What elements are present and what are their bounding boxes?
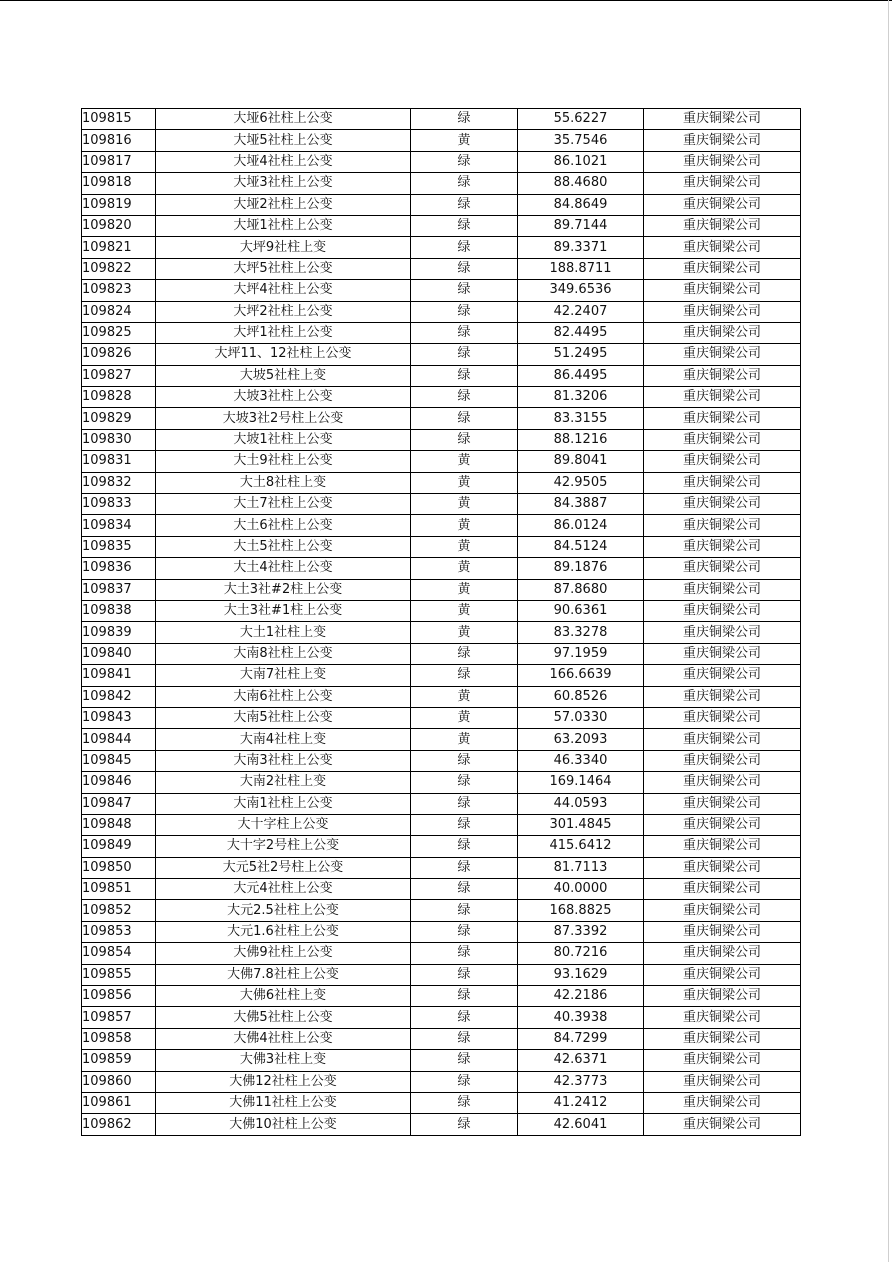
table-row	[82, 494, 801, 515]
table-row	[82, 258, 801, 279]
table-body	[82, 109, 801, 1136]
company-cell: 重庆铜梁公司	[644, 494, 801, 515]
table-row	[82, 986, 801, 1007]
transformer-name-cell: 大垭4社柱上公变	[156, 151, 411, 172]
value-cell: 89.1876	[518, 558, 644, 579]
transformer-name-cell: 大坪2社柱上公变	[156, 301, 411, 322]
table-row	[82, 280, 801, 301]
status-color-cell: 绿	[411, 429, 518, 450]
table-row	[82, 729, 801, 750]
row-id-cell: 109823	[82, 280, 156, 301]
company-cell: 重庆铜梁公司	[644, 194, 801, 215]
transformer-name-cell: 大土8社柱上变	[156, 472, 411, 493]
table-row	[82, 900, 801, 921]
transformer-name-cell: 大佛9社柱上公变	[156, 943, 411, 964]
row-id-cell: 109859	[82, 1050, 156, 1071]
status-color-cell: 绿	[411, 750, 518, 771]
row-id-cell: 109840	[82, 643, 156, 664]
transformer-name-cell: 大元4社柱上公变	[156, 879, 411, 900]
status-color-cell: 黄	[411, 600, 518, 621]
company-cell: 重庆铜梁公司	[644, 301, 801, 322]
row-id-cell: 109846	[82, 772, 156, 793]
company-cell: 重庆铜梁公司	[644, 579, 801, 600]
transformer-name-cell: 大南3社柱上公变	[156, 750, 411, 771]
status-color-cell: 黄	[411, 130, 518, 151]
row-id-cell: 109842	[82, 686, 156, 707]
row-id-cell: 109857	[82, 1007, 156, 1028]
transformer-name-cell: 大坡3社柱上公变	[156, 387, 411, 408]
status-color-cell: 绿	[411, 322, 518, 343]
value-cell: 40.3938	[518, 1007, 644, 1028]
company-cell: 重庆铜梁公司	[644, 109, 801, 130]
status-color-cell: 绿	[411, 772, 518, 793]
status-color-cell: 绿	[411, 1114, 518, 1135]
row-id-cell: 109841	[82, 665, 156, 686]
row-id-cell: 109838	[82, 600, 156, 621]
table-row	[82, 408, 801, 429]
value-cell: 86.4495	[518, 365, 644, 386]
transformer-name-cell: 大垭2社柱上公变	[156, 194, 411, 215]
table-row	[82, 1114, 801, 1135]
transformer-name-cell: 大佛10社柱上公变	[156, 1114, 411, 1135]
table-row	[82, 558, 801, 579]
status-color-cell: 绿	[411, 986, 518, 1007]
row-id-cell: 109833	[82, 494, 156, 515]
row-id-cell: 109844	[82, 729, 156, 750]
row-id-cell: 109818	[82, 173, 156, 194]
company-cell: 重庆铜梁公司	[644, 836, 801, 857]
value-cell: 57.0330	[518, 707, 644, 728]
company-cell: 重庆铜梁公司	[644, 986, 801, 1007]
row-id-cell: 109821	[82, 237, 156, 258]
transformer-name-cell: 大十字柱上公变	[156, 814, 411, 835]
row-id-cell: 109848	[82, 814, 156, 835]
row-id-cell: 109843	[82, 707, 156, 728]
company-cell: 重庆铜梁公司	[644, 472, 801, 493]
table-row	[82, 814, 801, 835]
table-row	[82, 1071, 801, 1092]
status-color-cell: 绿	[411, 151, 518, 172]
status-color-cell: 绿	[411, 921, 518, 942]
value-cell: 40.0000	[518, 879, 644, 900]
table-row	[82, 365, 801, 386]
table-row	[82, 1050, 801, 1071]
transformer-name-cell: 大土3社#2柱上公变	[156, 579, 411, 600]
value-cell: 90.6361	[518, 600, 644, 621]
table-row	[82, 173, 801, 194]
row-id-cell: 109828	[82, 387, 156, 408]
status-color-cell: 绿	[411, 1028, 518, 1049]
table-row	[82, 322, 801, 343]
status-color-cell: 绿	[411, 665, 518, 686]
row-id-cell: 109835	[82, 536, 156, 557]
row-id-cell: 109820	[82, 215, 156, 236]
status-color-cell: 绿	[411, 836, 518, 857]
value-cell: 46.3340	[518, 750, 644, 771]
company-cell: 重庆铜梁公司	[644, 258, 801, 279]
company-cell: 重庆铜梁公司	[644, 943, 801, 964]
value-cell: 89.3371	[518, 237, 644, 258]
status-color-cell: 黄	[411, 622, 518, 643]
row-id-cell: 109852	[82, 900, 156, 921]
transformer-name-cell: 大垭5社柱上公变	[156, 130, 411, 151]
status-color-cell: 绿	[411, 1007, 518, 1028]
company-cell: 重庆铜梁公司	[644, 921, 801, 942]
status-color-cell: 绿	[411, 408, 518, 429]
transformer-name-cell: 大坪11、12社柱上公变	[156, 344, 411, 365]
table-row	[82, 921, 801, 942]
row-id-cell: 109819	[82, 194, 156, 215]
value-cell: 86.1021	[518, 151, 644, 172]
value-cell: 42.2186	[518, 986, 644, 1007]
value-cell: 168.8825	[518, 900, 644, 921]
transformer-name-cell: 大坪1社柱上公变	[156, 322, 411, 343]
value-cell: 415.6412	[518, 836, 644, 857]
company-cell: 重庆铜梁公司	[644, 1071, 801, 1092]
row-id-cell: 109826	[82, 344, 156, 365]
company-cell: 重庆铜梁公司	[644, 600, 801, 621]
transformer-name-cell: 大土4社柱上公变	[156, 558, 411, 579]
table-row	[82, 472, 801, 493]
company-cell: 重庆铜梁公司	[644, 515, 801, 536]
row-id-cell: 109862	[82, 1114, 156, 1135]
row-id-cell: 109827	[82, 365, 156, 386]
transformer-name-cell: 大土5社柱上公变	[156, 536, 411, 557]
row-id-cell: 109861	[82, 1092, 156, 1113]
table-row	[82, 772, 801, 793]
value-cell: 42.6371	[518, 1050, 644, 1071]
company-cell: 重庆铜梁公司	[644, 793, 801, 814]
company-cell: 重庆铜梁公司	[644, 451, 801, 472]
transformer-name-cell: 大元1.6社柱上公变	[156, 921, 411, 942]
value-cell: 87.3392	[518, 921, 644, 942]
value-cell: 82.4495	[518, 322, 644, 343]
table-row	[82, 793, 801, 814]
status-color-cell: 绿	[411, 643, 518, 664]
status-color-cell: 绿	[411, 900, 518, 921]
table-row	[82, 429, 801, 450]
value-cell: 41.2412	[518, 1092, 644, 1113]
transformer-name-cell: 大垭1社柱上公变	[156, 215, 411, 236]
value-cell: 84.3887	[518, 494, 644, 515]
company-cell: 重庆铜梁公司	[644, 1028, 801, 1049]
row-id-cell: 109837	[82, 579, 156, 600]
status-color-cell: 黄	[411, 558, 518, 579]
status-color-cell: 绿	[411, 1071, 518, 1092]
transformer-name-cell: 大南6社柱上公变	[156, 686, 411, 707]
status-color-cell: 绿	[411, 280, 518, 301]
value-cell: 35.7546	[518, 130, 644, 151]
value-cell: 84.8649	[518, 194, 644, 215]
status-color-cell: 绿	[411, 237, 518, 258]
value-cell: 44.0593	[518, 793, 644, 814]
row-id-cell: 109825	[82, 322, 156, 343]
table-row	[82, 344, 801, 365]
table-row	[82, 387, 801, 408]
table-row	[82, 194, 801, 215]
status-color-cell: 黄	[411, 686, 518, 707]
row-id-cell: 109860	[82, 1071, 156, 1092]
status-color-cell: 绿	[411, 943, 518, 964]
table-row	[82, 579, 801, 600]
table-row	[82, 1007, 801, 1028]
company-cell: 重庆铜梁公司	[644, 1007, 801, 1028]
status-color-cell: 绿	[411, 365, 518, 386]
table-row	[82, 301, 801, 322]
status-color-cell: 绿	[411, 814, 518, 835]
status-color-cell: 黄	[411, 472, 518, 493]
company-cell: 重庆铜梁公司	[644, 536, 801, 557]
company-cell: 重庆铜梁公司	[644, 387, 801, 408]
row-id-cell: 109834	[82, 515, 156, 536]
value-cell: 55.6227	[518, 109, 644, 130]
table-row	[82, 622, 801, 643]
status-color-cell: 绿	[411, 387, 518, 408]
status-color-cell: 绿	[411, 879, 518, 900]
table-row	[82, 515, 801, 536]
company-cell: 重庆铜梁公司	[644, 707, 801, 728]
status-color-cell: 绿	[411, 258, 518, 279]
transformer-name-cell: 大佛11社柱上公变	[156, 1092, 411, 1113]
value-cell: 83.3155	[518, 408, 644, 429]
table-row	[82, 451, 801, 472]
company-cell: 重庆铜梁公司	[644, 344, 801, 365]
status-color-cell: 黄	[411, 451, 518, 472]
transformer-name-cell: 大十字2号柱上公变	[156, 836, 411, 857]
value-cell: 42.2407	[518, 301, 644, 322]
value-cell: 93.1629	[518, 964, 644, 985]
row-id-cell: 109831	[82, 451, 156, 472]
company-cell: 重庆铜梁公司	[644, 686, 801, 707]
row-id-cell: 109849	[82, 836, 156, 857]
company-cell: 重庆铜梁公司	[644, 173, 801, 194]
transformer-name-cell: 大佛3社柱上变	[156, 1050, 411, 1071]
transformer-name-cell: 大南4社柱上变	[156, 729, 411, 750]
table-row	[82, 536, 801, 557]
row-id-cell: 109836	[82, 558, 156, 579]
value-cell: 81.3206	[518, 387, 644, 408]
table-row	[82, 643, 801, 664]
table-row	[82, 879, 801, 900]
row-id-cell: 109853	[82, 921, 156, 942]
table-row	[82, 665, 801, 686]
row-id-cell: 109858	[82, 1028, 156, 1049]
company-cell: 重庆铜梁公司	[644, 1050, 801, 1071]
value-cell: 81.7113	[518, 857, 644, 878]
company-cell: 重庆铜梁公司	[644, 1092, 801, 1113]
transformer-name-cell: 大元2.5社柱上公变	[156, 900, 411, 921]
row-id-cell: 109817	[82, 151, 156, 172]
value-cell: 87.8680	[518, 579, 644, 600]
status-color-cell: 绿	[411, 964, 518, 985]
value-cell: 188.8711	[518, 258, 644, 279]
row-id-cell: 109855	[82, 964, 156, 985]
table-row	[82, 151, 801, 172]
table-row	[82, 943, 801, 964]
table-row	[82, 836, 801, 857]
transformer-name-cell: 大土9社柱上公变	[156, 451, 411, 472]
row-id-cell: 109856	[82, 986, 156, 1007]
value-cell: 42.6041	[518, 1114, 644, 1135]
row-id-cell: 109829	[82, 408, 156, 429]
value-cell: 169.1464	[518, 772, 644, 793]
table-row	[82, 964, 801, 985]
transformer-name-cell: 大佛4社柱上公变	[156, 1028, 411, 1049]
transformer-name-cell: 大坪9社柱上变	[156, 237, 411, 258]
table-row	[82, 130, 801, 151]
transformer-name-cell: 大垭6社柱上公变	[156, 109, 411, 130]
row-id-cell: 109824	[82, 301, 156, 322]
transformer-name-cell: 大南7社柱上变	[156, 665, 411, 686]
transformer-name-cell: 大土6社柱上公变	[156, 515, 411, 536]
status-color-cell: 绿	[411, 793, 518, 814]
transformer-name-cell: 大坪5社柱上公变	[156, 258, 411, 279]
status-color-cell: 黄	[411, 729, 518, 750]
value-cell: 349.6536	[518, 280, 644, 301]
table-row	[82, 686, 801, 707]
page-top-border	[0, 0, 892, 1]
company-cell: 重庆铜梁公司	[644, 750, 801, 771]
status-color-cell: 黄	[411, 515, 518, 536]
table-row	[82, 707, 801, 728]
value-cell: 51.2495	[518, 344, 644, 365]
status-color-cell: 绿	[411, 1092, 518, 1113]
table-row	[82, 237, 801, 258]
table-row	[82, 857, 801, 878]
company-cell: 重庆铜梁公司	[644, 280, 801, 301]
table-row	[82, 750, 801, 771]
row-id-cell: 109850	[82, 857, 156, 878]
row-id-cell: 109832	[82, 472, 156, 493]
transformer-name-cell: 大南2社柱上变	[156, 772, 411, 793]
transformer-table	[81, 108, 801, 1136]
transformer-name-cell: 大南8社柱上公变	[156, 643, 411, 664]
value-cell: 89.8041	[518, 451, 644, 472]
company-cell: 重庆铜梁公司	[644, 429, 801, 450]
value-cell: 88.1216	[518, 429, 644, 450]
transformer-name-cell: 大土1社柱上变	[156, 622, 411, 643]
company-cell: 重庆铜梁公司	[644, 857, 801, 878]
status-color-cell: 绿	[411, 301, 518, 322]
status-color-cell: 黄	[411, 494, 518, 515]
status-color-cell: 绿	[411, 109, 518, 130]
table-row	[82, 109, 801, 130]
row-id-cell: 109847	[82, 793, 156, 814]
value-cell: 97.1959	[518, 643, 644, 664]
status-color-cell: 黄	[411, 707, 518, 728]
transformer-name-cell: 大坡3社2号柱上公变	[156, 408, 411, 429]
transformer-name-cell: 大南5社柱上公变	[156, 707, 411, 728]
value-cell: 42.9505	[518, 472, 644, 493]
company-cell: 重庆铜梁公司	[644, 408, 801, 429]
transformer-name-cell: 大佛12社柱上公变	[156, 1071, 411, 1092]
value-cell: 86.0124	[518, 515, 644, 536]
transformer-name-cell: 大元5社2号柱上公变	[156, 857, 411, 878]
transformer-name-cell: 大垭3社柱上公变	[156, 173, 411, 194]
transformer-name-cell: 大佛5社柱上公变	[156, 1007, 411, 1028]
transformer-name-cell: 大土7社柱上公变	[156, 494, 411, 515]
value-cell: 60.8526	[518, 686, 644, 707]
status-color-cell: 绿	[411, 173, 518, 194]
table-row	[82, 1092, 801, 1113]
page-right-edge	[888, 0, 889, 1262]
company-cell: 重庆铜梁公司	[644, 665, 801, 686]
transformer-name-cell: 大佛6社柱上变	[156, 986, 411, 1007]
transformer-name-cell: 大坪4社柱上公变	[156, 280, 411, 301]
company-cell: 重庆铜梁公司	[644, 643, 801, 664]
company-cell: 重庆铜梁公司	[644, 151, 801, 172]
transformer-name-cell: 大坡5社柱上变	[156, 365, 411, 386]
company-cell: 重庆铜梁公司	[644, 322, 801, 343]
company-cell: 重庆铜梁公司	[644, 814, 801, 835]
value-cell: 84.5124	[518, 536, 644, 557]
row-id-cell: 109822	[82, 258, 156, 279]
status-color-cell: 黄	[411, 536, 518, 557]
value-cell: 301.4845	[518, 814, 644, 835]
value-cell: 80.7216	[518, 943, 644, 964]
row-id-cell: 109815	[82, 109, 156, 130]
value-cell: 89.7144	[518, 215, 644, 236]
status-color-cell: 绿	[411, 344, 518, 365]
company-cell: 重庆铜梁公司	[644, 964, 801, 985]
row-id-cell: 109851	[82, 879, 156, 900]
company-cell: 重庆铜梁公司	[644, 237, 801, 258]
row-id-cell: 109839	[82, 622, 156, 643]
transformer-name-cell: 大坡1社柱上公变	[156, 429, 411, 450]
row-id-cell: 109854	[82, 943, 156, 964]
company-cell: 重庆铜梁公司	[644, 1114, 801, 1135]
company-cell: 重庆铜梁公司	[644, 900, 801, 921]
transformer-name-cell: 大土3社#1柱上公变	[156, 600, 411, 621]
transformer-name-cell: 大佛7.8社柱上公变	[156, 964, 411, 985]
value-cell: 166.6639	[518, 665, 644, 686]
company-cell: 重庆铜梁公司	[644, 558, 801, 579]
company-cell: 重庆铜梁公司	[644, 365, 801, 386]
value-cell: 63.2093	[518, 729, 644, 750]
row-id-cell: 109845	[82, 750, 156, 771]
value-cell: 42.3773	[518, 1071, 644, 1092]
status-color-cell: 绿	[411, 857, 518, 878]
company-cell: 重庆铜梁公司	[644, 879, 801, 900]
transformer-name-cell: 大南1社柱上公变	[156, 793, 411, 814]
company-cell: 重庆铜梁公司	[644, 622, 801, 643]
table-row	[82, 215, 801, 236]
status-color-cell: 黄	[411, 579, 518, 600]
table-row	[82, 1028, 801, 1049]
status-color-cell: 绿	[411, 194, 518, 215]
row-id-cell: 109830	[82, 429, 156, 450]
company-cell: 重庆铜梁公司	[644, 130, 801, 151]
value-cell: 88.4680	[518, 173, 644, 194]
company-cell: 重庆铜梁公司	[644, 215, 801, 236]
company-cell: 重庆铜梁公司	[644, 729, 801, 750]
row-id-cell: 109816	[82, 130, 156, 151]
table-row	[82, 600, 801, 621]
value-cell: 84.7299	[518, 1028, 644, 1049]
status-color-cell: 绿	[411, 215, 518, 236]
company-cell: 重庆铜梁公司	[644, 772, 801, 793]
status-color-cell: 绿	[411, 1050, 518, 1071]
value-cell: 83.3278	[518, 622, 644, 643]
